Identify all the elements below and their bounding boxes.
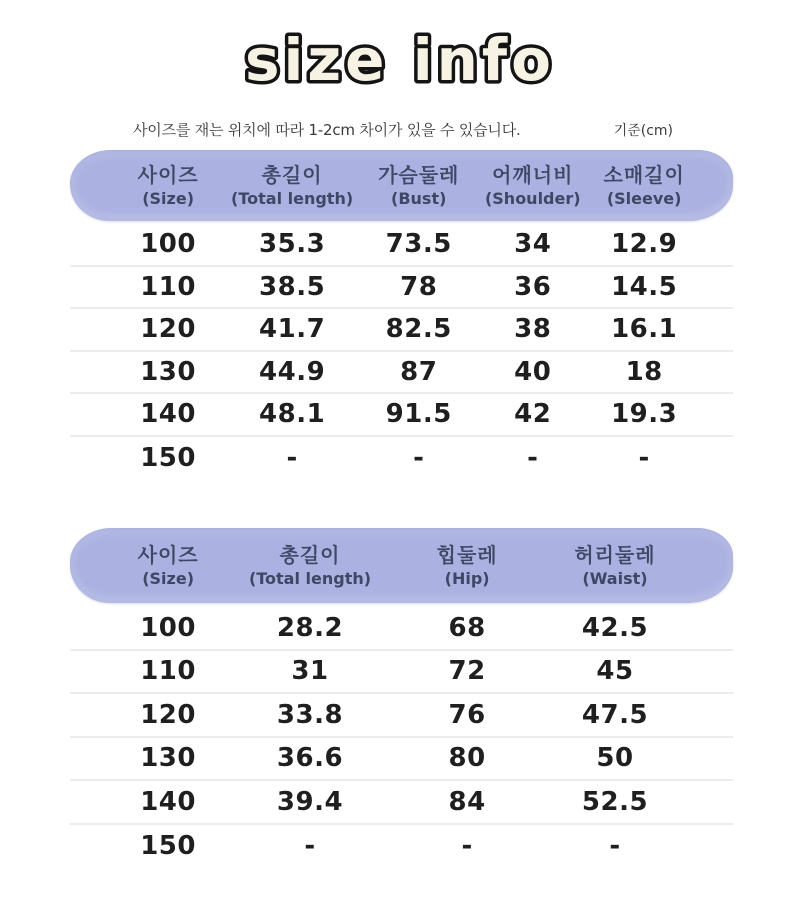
value-cell: -: [286, 442, 298, 473]
size-cell: 150: [140, 442, 196, 473]
header-ko: 힙둘레: [436, 542, 498, 567]
size-cell: 140: [140, 786, 196, 817]
header-en: (Hip): [444, 568, 490, 588]
value-cell: 91.5: [385, 399, 452, 430]
value-cell: 42.5: [581, 612, 649, 643]
value-cell: 72: [448, 656, 486, 687]
size-cell: 140: [140, 399, 196, 430]
table1-header-size: [138, 163, 199, 207]
table-row: [70, 738, 733, 782]
value-cell: 76: [448, 699, 486, 730]
value-cell: 80: [448, 743, 486, 774]
value-cell: 48.1: [259, 399, 326, 430]
table-row: [70, 394, 733, 437]
table1-header-sleeve: [604, 163, 685, 207]
size-cell: 120: [140, 314, 196, 345]
measurement-note: 사이즈를 재는 위치에 따라 1-2cm 차이가 있을 수 있습니다.: [133, 121, 521, 139]
value-cell: -: [304, 831, 316, 862]
value-cell: 73.5: [385, 229, 452, 260]
value-cell: 84: [448, 786, 486, 817]
table2-header-total-length: [249, 543, 371, 587]
table2-header-hip: [437, 543, 498, 587]
value-cell: 47.5: [581, 699, 649, 730]
value-cell: -: [413, 442, 425, 473]
table2-header-size: [138, 543, 199, 587]
value-cell: 52.5: [581, 786, 649, 817]
size-cell: 100: [140, 612, 196, 643]
table1-header-band: [70, 150, 733, 221]
value-cell: 35.3: [259, 229, 326, 260]
value-cell: 18: [625, 356, 663, 387]
header-ko: 총길이: [279, 542, 341, 567]
size-cell: 110: [140, 271, 196, 302]
value-cell: 28.2: [276, 612, 344, 643]
header-en: (Sleeve): [606, 188, 682, 208]
header-ko: 허리둘레: [574, 542, 656, 567]
size-cell: 150: [140, 831, 196, 862]
value-cell: 39.4: [276, 786, 344, 817]
table-row: [70, 694, 733, 738]
value-cell: 14.5: [611, 271, 678, 302]
unit-label: 기준(cm): [613, 123, 673, 139]
value-cell: 16.1: [611, 314, 678, 345]
table-row: [70, 267, 733, 310]
value-cell: -: [638, 442, 650, 473]
value-cell: 12.9: [611, 229, 678, 260]
size-cell: 130: [140, 743, 196, 774]
size-cell: 110: [140, 656, 196, 687]
table1-header-bust: [378, 163, 459, 207]
value-cell: 38: [514, 314, 552, 345]
header-en: (Size): [142, 568, 194, 588]
value-cell: 41.7: [259, 314, 326, 345]
value-cell: -: [609, 831, 621, 862]
table-row: [70, 781, 733, 825]
header-en: (Waist): [582, 568, 648, 588]
header-ko: 총길이: [261, 162, 323, 187]
size-cell: 120: [140, 699, 196, 730]
table-row: [70, 224, 733, 267]
header-ko: 사이즈: [137, 162, 199, 187]
header-ko: 가슴둘레: [378, 162, 460, 187]
value-cell: 42: [514, 399, 552, 430]
header-en: (Total length): [248, 568, 372, 588]
note-row: [133, 119, 673, 140]
header-en: (Size): [142, 188, 194, 208]
table-row: [70, 437, 733, 480]
value-cell: 38.5: [259, 271, 326, 302]
table-row: [70, 651, 733, 695]
table-row: [70, 607, 733, 651]
value-cell: 36: [514, 271, 552, 302]
value-cell: 31: [291, 656, 329, 687]
page-title-graphic: [0, 16, 800, 106]
value-cell: 33.8: [276, 699, 344, 730]
header-en: (Total length): [231, 188, 354, 208]
header-ko: 소매길이: [603, 162, 685, 187]
table-row: [70, 352, 733, 395]
table1-header-total-length: [231, 163, 353, 207]
table-row: [70, 309, 733, 352]
table2-header-waist: [574, 543, 655, 587]
table-row: [70, 825, 733, 869]
value-cell: -: [527, 442, 539, 473]
table1-body: [70, 224, 733, 479]
size-cell: 100: [140, 229, 196, 260]
value-cell: 50: [596, 743, 634, 774]
value-cell: 45: [596, 656, 634, 687]
size-cell: 130: [140, 356, 196, 387]
table1-header-shoulder: [485, 163, 581, 207]
value-cell: -: [461, 831, 473, 862]
value-cell: 82.5: [385, 314, 452, 345]
value-cell: 87: [400, 356, 438, 387]
page-title: size info: [245, 26, 555, 94]
value-cell: 40: [514, 356, 552, 387]
value-cell: 44.9: [259, 356, 326, 387]
value-cell: 34: [514, 229, 552, 260]
table2-header-band: [70, 528, 733, 603]
value-cell: 36.6: [276, 743, 344, 774]
header-ko: 사이즈: [137, 542, 199, 567]
value-cell: 19.3: [611, 399, 678, 430]
header-en: (Bust): [391, 188, 447, 208]
value-cell: 68: [448, 612, 486, 643]
table2-body: [70, 607, 733, 868]
value-cell: 78: [400, 271, 438, 302]
header-ko: 어깨너비: [492, 162, 574, 187]
header-en: (Shoulder): [484, 188, 581, 208]
